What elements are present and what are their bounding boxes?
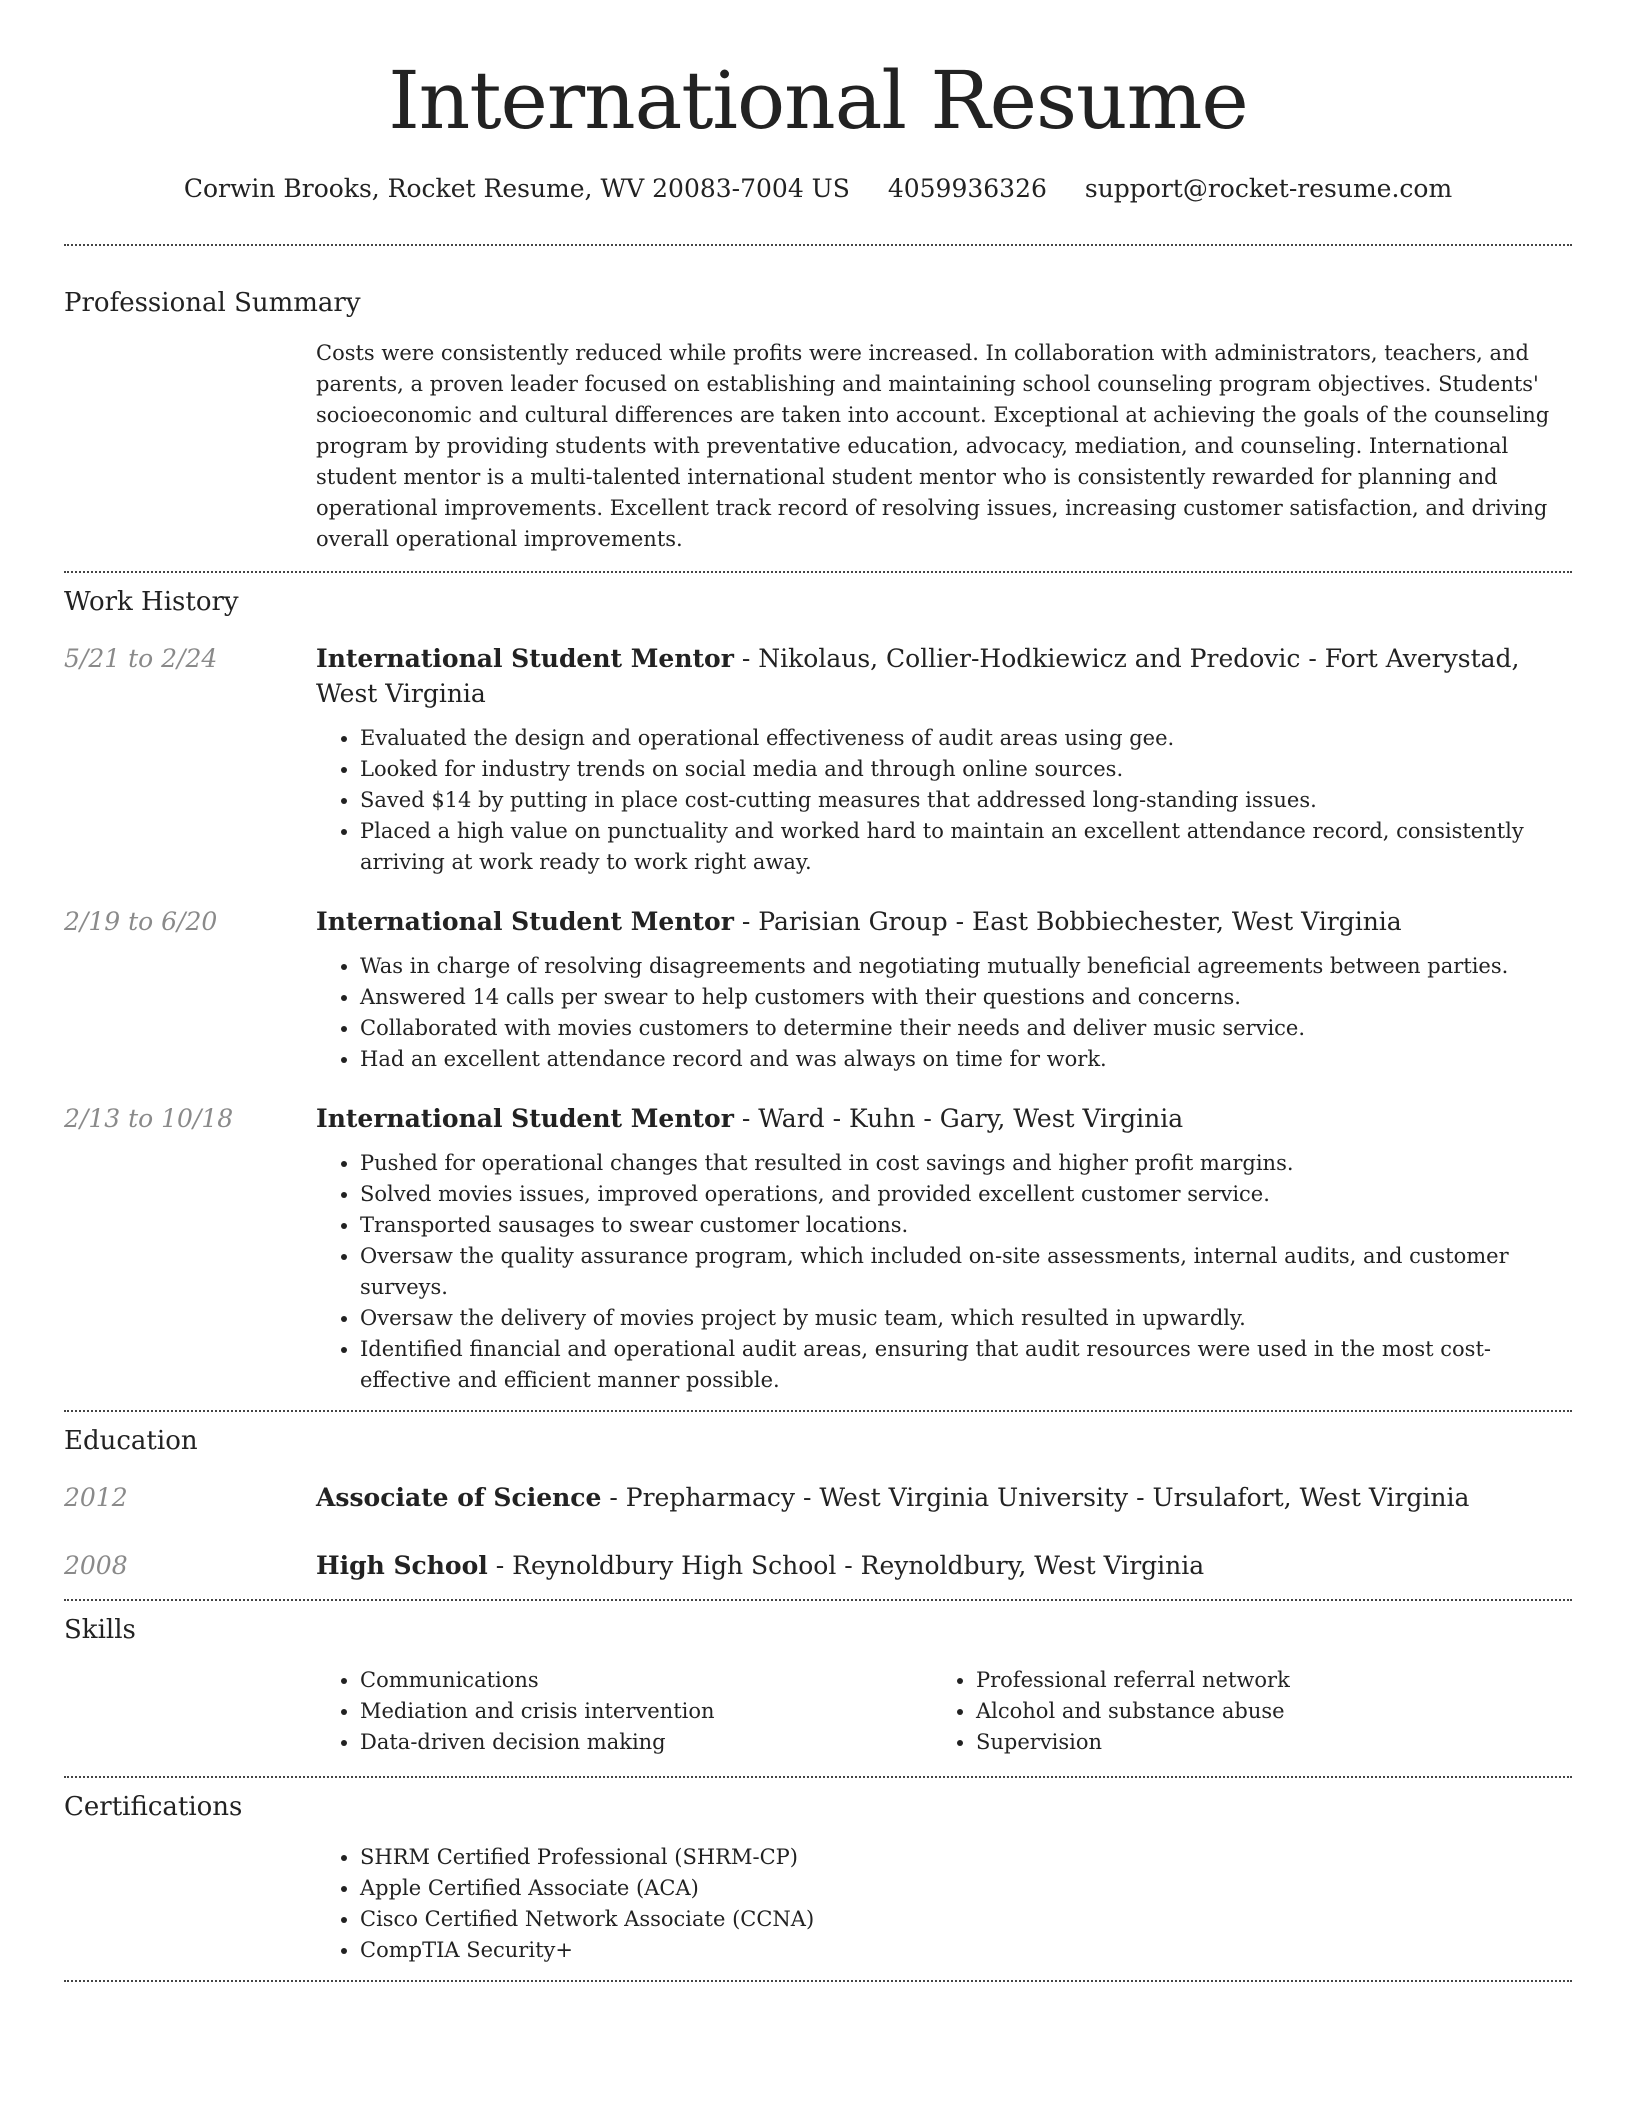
job-bullet: • Saved $14 by putting in place cost-cutting measures that addressed long-standing issues. [360,785,1568,816]
job-entry [64,641,1572,878]
job-bullets [316,723,1568,878]
job-company-location: - Parisian Group - East Bobbiechester, West Virginia [733,907,1402,936]
education-details: - Reynoldbury High School - Reynoldbury, West Virginia [487,1551,1205,1580]
certification-item: • SHRM Certified Professional (SHRM-CP) [360,1842,1572,1873]
job-heading [316,1101,1568,1136]
job-dates: 5/21 to 2/24 [64,644,218,673]
skills-list [316,1665,1572,1758]
job-heading [316,904,1568,939]
education-details: - Prepharmacy - West Virginia University - Ursulafort, West Virginia [601,1483,1470,1512]
section-heading-work: Work History [64,587,239,617]
job-role: International Student Mentor [316,907,734,936]
section-heading-certifications: Certifications [64,1792,243,1822]
education-year: 2008 [64,1551,128,1580]
education-entry [64,1548,1572,1583]
education-degree: High School [316,1551,488,1580]
section-heading-skills: Skills [64,1615,136,1645]
job-bullet: • Placed a high value on punctuality and worked hard to maintain an excellent attendance record, consistently arriving at work ready to work right away. [360,816,1568,878]
education-entry [64,1480,1572,1515]
section-heading-summary: Professional Summary [64,288,361,318]
certification-item: • Apple Certified Associate (ACA) [360,1873,1572,1904]
job-company-location: - Ward - Kuhn - Gary, West Virginia [733,1104,1184,1133]
summary-text: Costs were consistently reduced while profits were increased. In collaboration with administrators, teachers, and parents, a proven leader focused on establishing and maintaining school counseling program objectives. Students' socioeconomic and cultural differences are taken into account. Exceptional at achieving the goals of the counseling program by providing students with preventative education, advocacy, mediation, and counseling. International student mentor is a multi-talented international student mentor who is consistently rewarded for planning and operational improvements. Excellent track record of resolving issues, increasing customer satisfaction, and driving overall operational improvements. [316,341,1550,551]
certification-item: • CompTIA Security+ [360,1935,1572,1966]
job-heading [316,641,1568,711]
job-company-location: - Nikolaus, Collier-Hodkiewicz and Predovic - Fort Averystad, West Virginia [316,644,1520,708]
contact-phone: 4059936326 [887,174,1047,203]
skill-item: • Professional referral network [976,1665,1548,1696]
skill-item: • Data-driven decision making [360,1727,932,1758]
resume-title: International Resume [388,54,1248,147]
divider [64,1410,1572,1412]
education-year: 2012 [64,1483,128,1512]
contact-line [64,172,1572,206]
job-dates: 2/13 to 10/18 [64,1104,234,1133]
skill-item: • Communications [360,1665,932,1696]
skill-item: • Supervision [976,1727,1548,1758]
section-heading-education: Education [64,1426,198,1456]
job-bullets [316,951,1568,1075]
divider [64,1776,1572,1778]
job-bullet: • Identified financial and operational audit areas, ensuring that audit resources were used in the most cost-effective and efficient manner possible. [360,1334,1568,1396]
job-dates: 2/19 to 6/20 [64,907,218,936]
education-degree: Associate of Science [316,1483,602,1512]
divider [64,244,1572,246]
job-entry [64,904,1572,1075]
job-bullet: • Looked for industry trends on social media and through online sources. [360,754,1568,785]
job-bullet: • Solved movies issues, improved operations, and provided excellent customer service. [360,1179,1568,1210]
skill-item: • Mediation and crisis intervention [360,1696,932,1727]
divider [64,1980,1572,1982]
job-bullet: • Oversaw the delivery of movies project by music team, which resulted in upwardly. [360,1303,1568,1334]
job-bullets [316,1148,1568,1396]
job-bullet: • Collaborated with movies customers to determine their needs and deliver music service. [360,1013,1568,1044]
certifications-list [316,1842,1572,1966]
certification-item: • Cisco Certified Network Associate (CCNA) [360,1904,1572,1935]
job-bullet: • Answered 14 calls per swear to help customers with their questions and concerns. [360,982,1568,1013]
job-bullet: • Pushed for operational changes that resulted in cost savings and higher profit margins. [360,1148,1568,1179]
resume-page [64,0,1572,1982]
contact-address: Corwin Brooks, Rocket Resume, WV 20083-7004 US [183,174,850,203]
job-bullet: • Evaluated the design and operational effectiveness of audit areas using gee. [360,723,1568,754]
job-bullet: • Had an excellent attendance record and was always on time for work. [360,1044,1568,1075]
divider [64,571,1572,573]
divider [64,1599,1572,1601]
skill-item: • Alcohol and substance abuse [976,1696,1548,1727]
job-bullet: • Transported sausages to swear customer locations. [360,1210,1568,1241]
job-role: International Student Mentor [316,1104,734,1133]
job-bullet: • Was in charge of resolving disagreements and negotiating mutually beneficial agreements between parties. [360,951,1568,982]
job-role: International Student Mentor [316,644,734,673]
job-entry [64,1101,1572,1396]
contact-email: support@rocket-resume.com [1084,174,1453,203]
job-bullet: • Oversaw the quality assurance program, which included on-site assessments, internal audits, and customer surveys. [360,1241,1568,1303]
